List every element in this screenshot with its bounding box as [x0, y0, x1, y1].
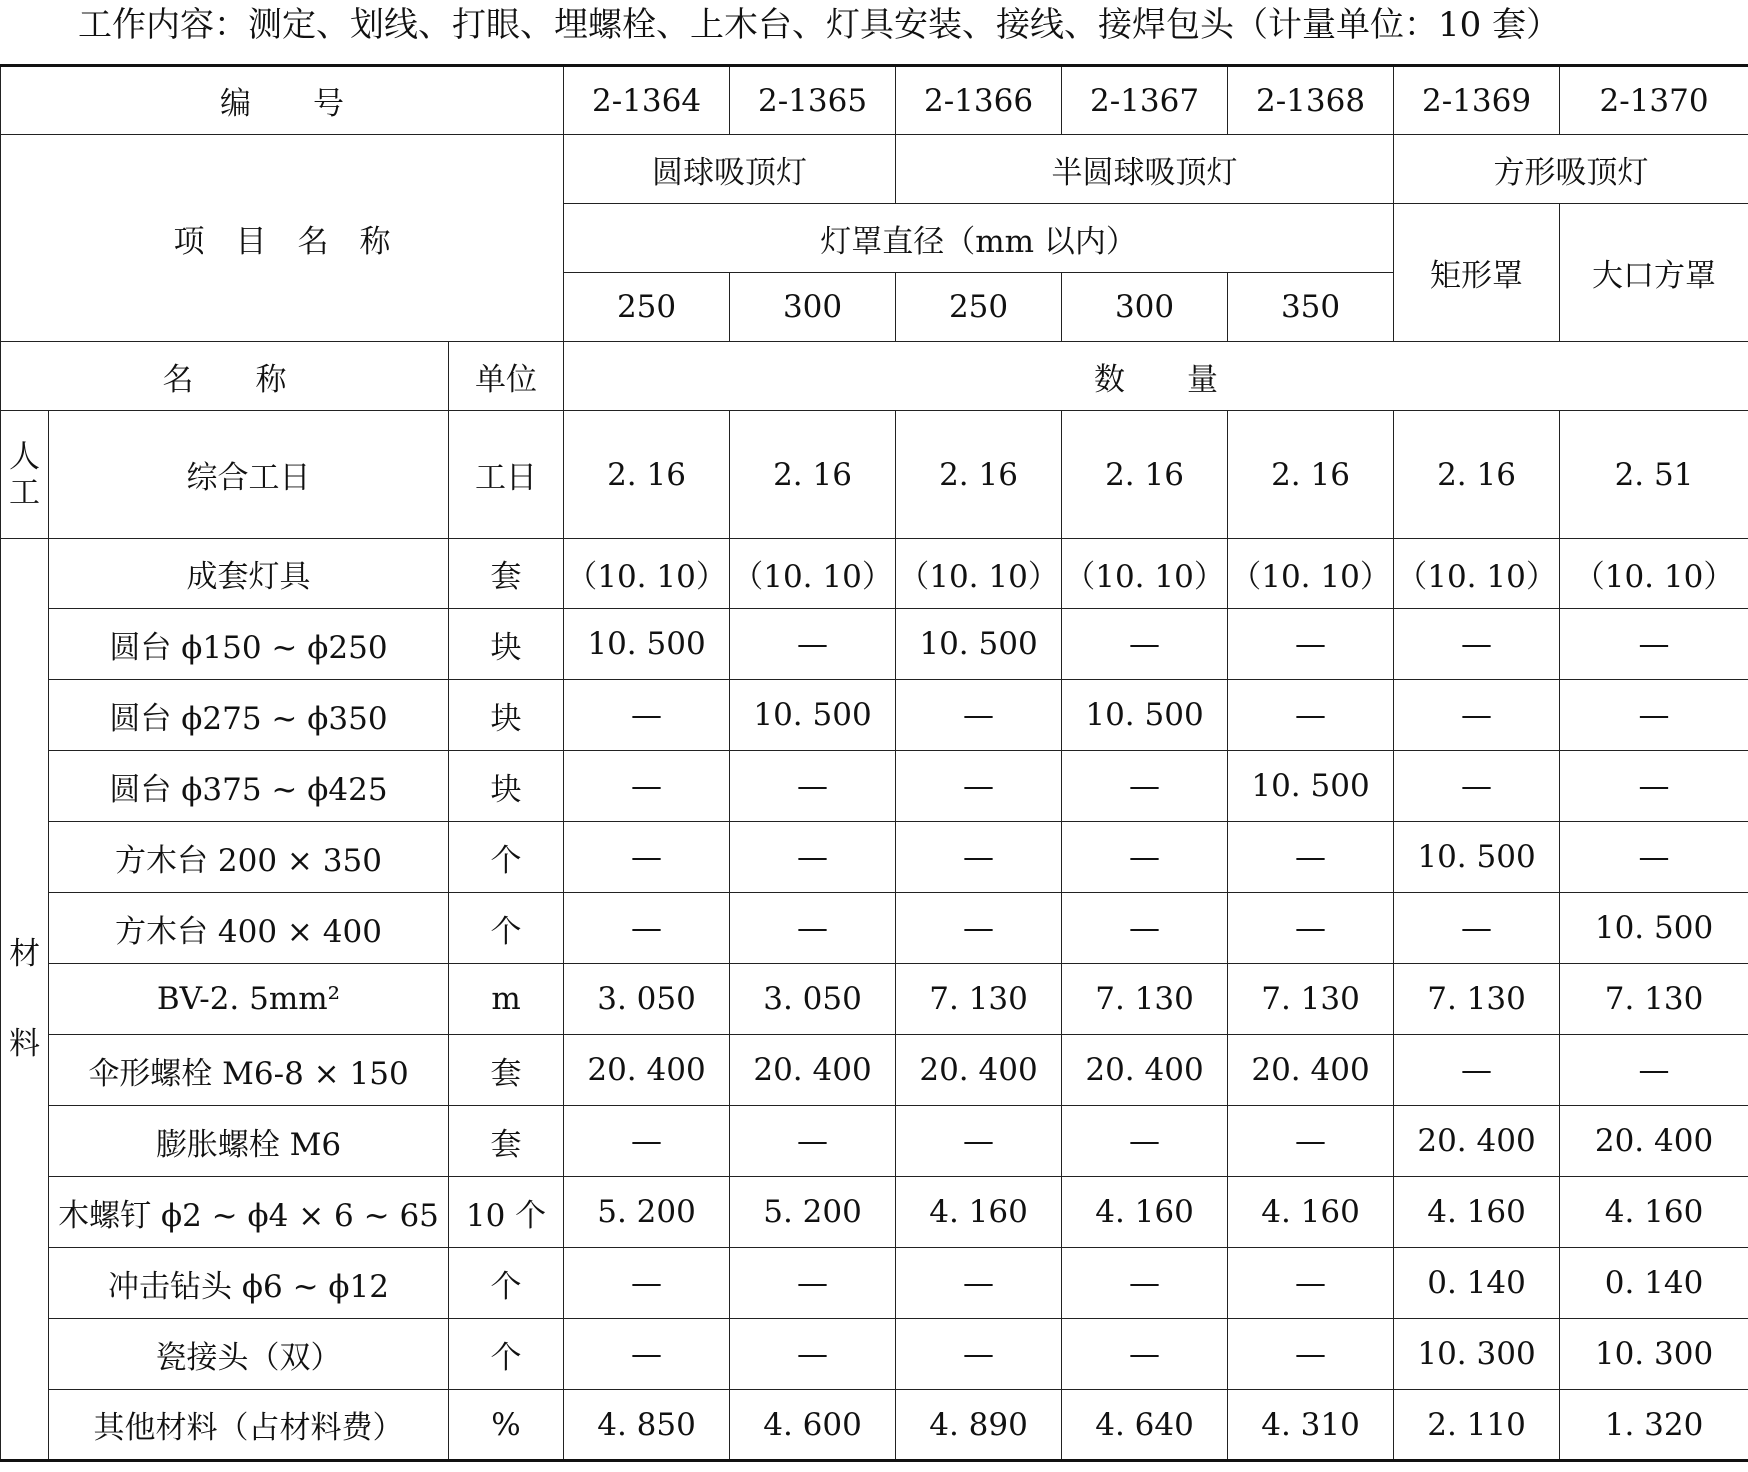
material-unit: 套 [449, 1035, 564, 1106]
material-value: 4. 600 [730, 1390, 896, 1461]
material-value: 20. 400 [1228, 1035, 1394, 1106]
material-value: 4. 310 [1228, 1390, 1394, 1461]
code-cell: 2-1369 [1394, 66, 1560, 135]
material-value: — [1228, 1248, 1394, 1319]
material-unit: 套 [449, 539, 564, 609]
material-value: — [1560, 1035, 1748, 1106]
material-value: 5. 200 [730, 1177, 896, 1248]
material-value: — [1062, 1319, 1228, 1390]
material-value: 10. 300 [1560, 1319, 1748, 1390]
material-row [1, 751, 1748, 822]
material-value: — [564, 822, 730, 893]
labor-name: 综合工日 [49, 411, 449, 539]
material-value: — [564, 1319, 730, 1390]
material-value: — [1062, 609, 1228, 680]
material-value: — [1062, 751, 1228, 822]
material-value: — [1228, 893, 1394, 964]
diameter-label: 灯罩直径（mm 以内） [564, 204, 1394, 273]
code-cell: 2-1365 [730, 66, 896, 135]
material-row [1, 822, 1748, 893]
material-value: — [896, 751, 1062, 822]
material-value: — [1062, 893, 1228, 964]
material-name: 方木台 200 × 350 [49, 822, 449, 893]
material-unit: 块 [449, 609, 564, 680]
material-value: 10. 500 [1228, 751, 1394, 822]
material-value: （10. 10） [896, 539, 1062, 609]
material-name: 木螺钉 ϕ2 ~ ϕ4 × 6 ~ 65 [49, 1177, 449, 1248]
material-value: — [1062, 1248, 1228, 1319]
material-value: （10. 10） [1228, 539, 1394, 609]
material-value: （10. 10） [1394, 539, 1560, 609]
material-unit: m [449, 964, 564, 1035]
material-value: — [564, 751, 730, 822]
material-value: 7. 130 [1394, 964, 1560, 1035]
group-round-ball: 圆球吸顶灯 [564, 135, 896, 204]
material-value: 4. 640 [1062, 1390, 1228, 1461]
quota-table [0, 64, 1748, 1462]
material-value: 10. 500 [1062, 680, 1228, 751]
material-value: — [1228, 1319, 1394, 1390]
material-value: 7. 130 [1228, 964, 1394, 1035]
material-row [1, 609, 1748, 680]
labor-value: 2. 16 [730, 411, 896, 539]
item-name-label: 项 目 名 称 [1, 135, 564, 342]
material-unit: 个 [449, 1319, 564, 1390]
group-row [1, 135, 1748, 204]
material-value: — [1560, 680, 1748, 751]
material-value: 1. 320 [1560, 1390, 1748, 1461]
name-label: 名 称 [1, 342, 449, 411]
material-unit: 块 [449, 680, 564, 751]
material-value: 4. 160 [896, 1177, 1062, 1248]
material-value: — [730, 893, 896, 964]
labor-value: 2. 16 [896, 411, 1062, 539]
material-value: — [1228, 1106, 1394, 1177]
material-value: — [896, 822, 1062, 893]
material-row [1, 1177, 1748, 1248]
code-cell: 2-1370 [1560, 66, 1748, 135]
material-name: 成套灯具 [49, 539, 449, 609]
material-row [1, 1319, 1748, 1390]
diameter-cell: 250 [896, 273, 1062, 342]
material-unit: 套 [449, 1106, 564, 1177]
labor-category: 人 工 [1, 411, 49, 539]
material-value: 20. 400 [564, 1035, 730, 1106]
material-unit: 10 个 [449, 1177, 564, 1248]
material-value: — [1394, 893, 1560, 964]
material-value: 10. 500 [1560, 893, 1748, 964]
material-row [1, 893, 1748, 964]
material-value: — [1062, 1106, 1228, 1177]
material-value: 4. 890 [896, 1390, 1062, 1461]
material-value: 20. 400 [1062, 1035, 1228, 1106]
material-value: — [896, 1248, 1062, 1319]
material-unit: % [449, 1390, 564, 1461]
material-name: 圆台 ϕ375 ~ ϕ425 [49, 751, 449, 822]
material-value: — [730, 822, 896, 893]
material-value: — [564, 680, 730, 751]
material-value: 20. 400 [1560, 1106, 1748, 1177]
material-unit: 个 [449, 1248, 564, 1319]
material-name: 圆台 ϕ275 ~ ϕ350 [49, 680, 449, 751]
work-content-caption: 工作内容：测定、划线、打眼、埋螺栓、上木台、灯具安装、接线、接焊包头（计量单位：10 套） [78, 5, 1561, 45]
unit-label: 单位 [449, 342, 564, 411]
material-value: 10. 300 [1394, 1319, 1560, 1390]
material-value: — [1394, 680, 1560, 751]
material-value: — [1560, 751, 1748, 822]
code-cell: 2-1367 [1062, 66, 1228, 135]
material-value: 0. 140 [1560, 1248, 1748, 1319]
material-name: 其他材料（占材料费） [49, 1390, 449, 1461]
material-name: BV-2. 5mm² [49, 964, 449, 1035]
material-value: — [730, 609, 896, 680]
material-value: （10. 10） [1560, 539, 1748, 609]
material-value: 10. 500 [896, 609, 1062, 680]
material-unit: 个 [449, 822, 564, 893]
material-value: 2. 110 [1394, 1390, 1560, 1461]
material-name: 伞形螺栓 M6-8 × 150 [49, 1035, 449, 1106]
material-value: — [896, 1106, 1062, 1177]
material-name: 冲击钻头 ϕ6 ~ ϕ12 [49, 1248, 449, 1319]
material-value: — [896, 1319, 1062, 1390]
group-square: 方形吸顶灯 [1394, 135, 1748, 204]
material-value: 10. 500 [1394, 822, 1560, 893]
material-value: — [564, 893, 730, 964]
material-name: 瓷接头（双） [49, 1319, 449, 1390]
material-row [1, 539, 1748, 609]
material-name: 方木台 400 × 400 [49, 893, 449, 964]
material-value: — [564, 1248, 730, 1319]
material-value: 4. 160 [1062, 1177, 1228, 1248]
material-value: （10. 10） [564, 539, 730, 609]
material-value: — [564, 1106, 730, 1177]
labor-value: 2. 16 [1062, 411, 1228, 539]
material-value: 10. 500 [730, 680, 896, 751]
code-cell: 2-1364 [564, 66, 730, 135]
material-value: — [730, 1106, 896, 1177]
material-row [1, 1035, 1748, 1106]
labor-unit: 工日 [449, 411, 564, 539]
material-value: — [730, 1248, 896, 1319]
material-value: 5. 200 [564, 1177, 730, 1248]
material-value: （10. 10） [730, 539, 896, 609]
material-value: 3. 050 [730, 964, 896, 1035]
diameter-cell: 300 [730, 273, 896, 342]
material-category: 材 料 [1, 539, 49, 1461]
diameter-cell: 250 [564, 273, 730, 342]
material-value: — [896, 680, 1062, 751]
material-value: 20. 400 [896, 1035, 1062, 1106]
material-row [1, 964, 1748, 1035]
material-value: 4. 160 [1394, 1177, 1560, 1248]
diameter-cell: 350 [1228, 273, 1394, 342]
code-label: 编 号 [1, 66, 564, 135]
material-value: 4. 160 [1560, 1177, 1748, 1248]
code-cell: 2-1368 [1228, 66, 1394, 135]
material-row [1, 1248, 1748, 1319]
column-header-row [1, 342, 1748, 411]
material-unit: 个 [449, 893, 564, 964]
labor-value: 2. 16 [564, 411, 730, 539]
rect-shade-label: 矩形罩 [1394, 204, 1560, 342]
labor-value: 2. 16 [1228, 411, 1394, 539]
material-row [1, 680, 1748, 751]
diameter-cell: 300 [1062, 273, 1228, 342]
group-half-ball: 半圆球吸顶灯 [896, 135, 1394, 204]
material-row [1, 1390, 1748, 1461]
material-value: — [1394, 751, 1560, 822]
code-cell: 2-1366 [896, 66, 1062, 135]
material-unit: 块 [449, 751, 564, 822]
material-name: 圆台 ϕ150 ~ ϕ250 [49, 609, 449, 680]
material-value: — [1062, 822, 1228, 893]
material-value: — [730, 751, 896, 822]
code-row [1, 66, 1748, 135]
material-value: — [730, 1319, 896, 1390]
material-value: （10. 10） [1062, 539, 1228, 609]
labor-value: 2. 51 [1560, 411, 1748, 539]
material-value: — [1394, 1035, 1560, 1106]
material-value: — [896, 893, 1062, 964]
material-value: — [1394, 609, 1560, 680]
material-value: 0. 140 [1394, 1248, 1560, 1319]
material-value: 7. 130 [1062, 964, 1228, 1035]
material-value: 4. 850 [564, 1390, 730, 1461]
material-value: 3. 050 [564, 964, 730, 1035]
material-value: 7. 130 [1560, 964, 1748, 1035]
material-value: 20. 400 [730, 1035, 896, 1106]
material-value: — [1560, 822, 1748, 893]
quantity-label: 数 量 [564, 342, 1748, 411]
material-value: 10. 500 [564, 609, 730, 680]
wide-square-shade-label: 大口方罩 [1560, 204, 1748, 342]
material-value: — [1228, 680, 1394, 751]
material-value: 7. 130 [896, 964, 1062, 1035]
material-name: 膨胀螺栓 M6 [49, 1106, 449, 1177]
material-value: 20. 400 [1394, 1106, 1560, 1177]
labor-row [1, 411, 1748, 539]
material-value: 4. 160 [1228, 1177, 1394, 1248]
labor-value: 2. 16 [1394, 411, 1560, 539]
material-row [1, 1106, 1748, 1177]
material-value: — [1228, 609, 1394, 680]
material-value: — [1560, 609, 1748, 680]
material-value: — [1228, 822, 1394, 893]
